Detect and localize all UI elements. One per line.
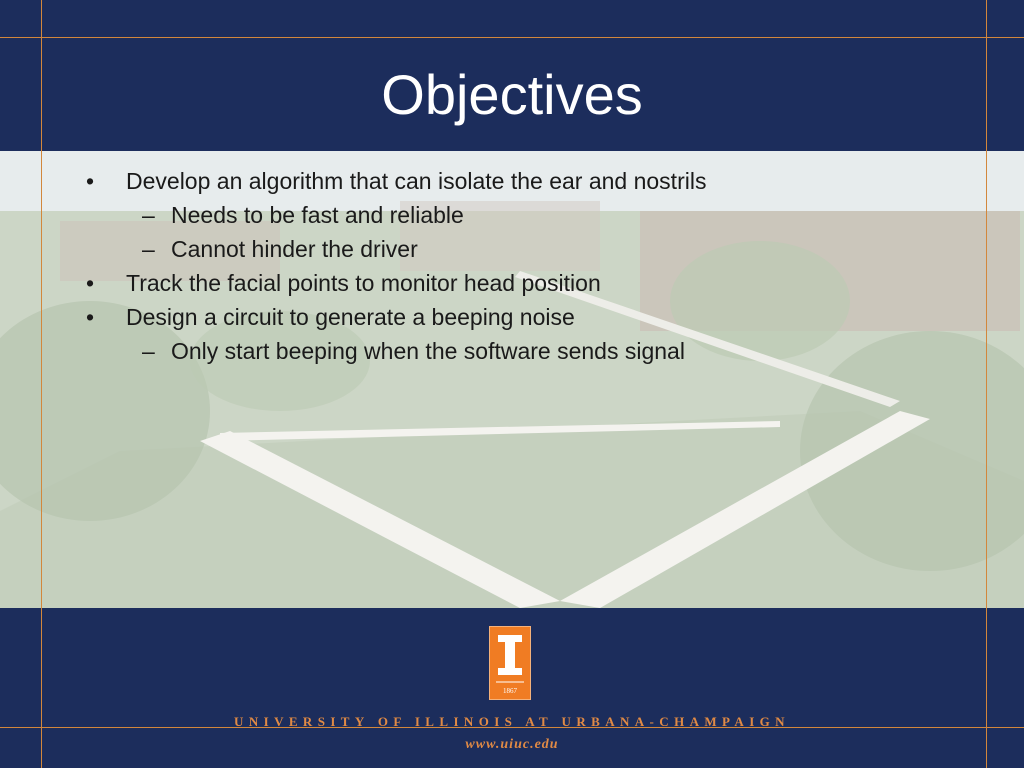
bullet-item bbox=[86, 300, 966, 334]
bullet-marker: • bbox=[86, 168, 95, 194]
bullet-text: Develop an algorithm that can isolate the ear and nostrils bbox=[126, 168, 707, 194]
slide-title: Objectives bbox=[381, 63, 643, 126]
dash-marker: – bbox=[142, 338, 155, 364]
bullet-text: Design a circuit to generate a beeping noise bbox=[126, 304, 575, 330]
bullet-marker: • bbox=[86, 270, 95, 296]
university-url: www.uiuc.edu bbox=[465, 737, 559, 752]
dash-marker: – bbox=[142, 202, 155, 228]
sub-bullet-item bbox=[86, 232, 966, 266]
logo-year: 1867 bbox=[503, 687, 517, 695]
bullet-item bbox=[86, 164, 966, 198]
sub-bullet-text: Cannot hinder the driver bbox=[171, 236, 418, 262]
bullet-item bbox=[86, 266, 966, 300]
sub-bullet-item bbox=[86, 334, 966, 368]
dash-marker: – bbox=[142, 236, 155, 262]
sub-bullet-text: Only start beeping when the software sends signal bbox=[171, 338, 685, 364]
frame-line-top bbox=[0, 37, 1024, 38]
university-name: UNIVERSITY OF ILLINOIS AT URBANA-CHAMPAIGN bbox=[234, 714, 790, 729]
bullet-text: Track the facial points to monitor head position bbox=[126, 270, 601, 296]
bullet-list bbox=[86, 164, 966, 368]
bullet-marker: • bbox=[86, 304, 95, 330]
illinois-block-i-logo bbox=[489, 626, 531, 700]
sub-bullet-item bbox=[86, 198, 966, 232]
sub-bullet-text: Needs to be fast and reliable bbox=[171, 202, 464, 228]
